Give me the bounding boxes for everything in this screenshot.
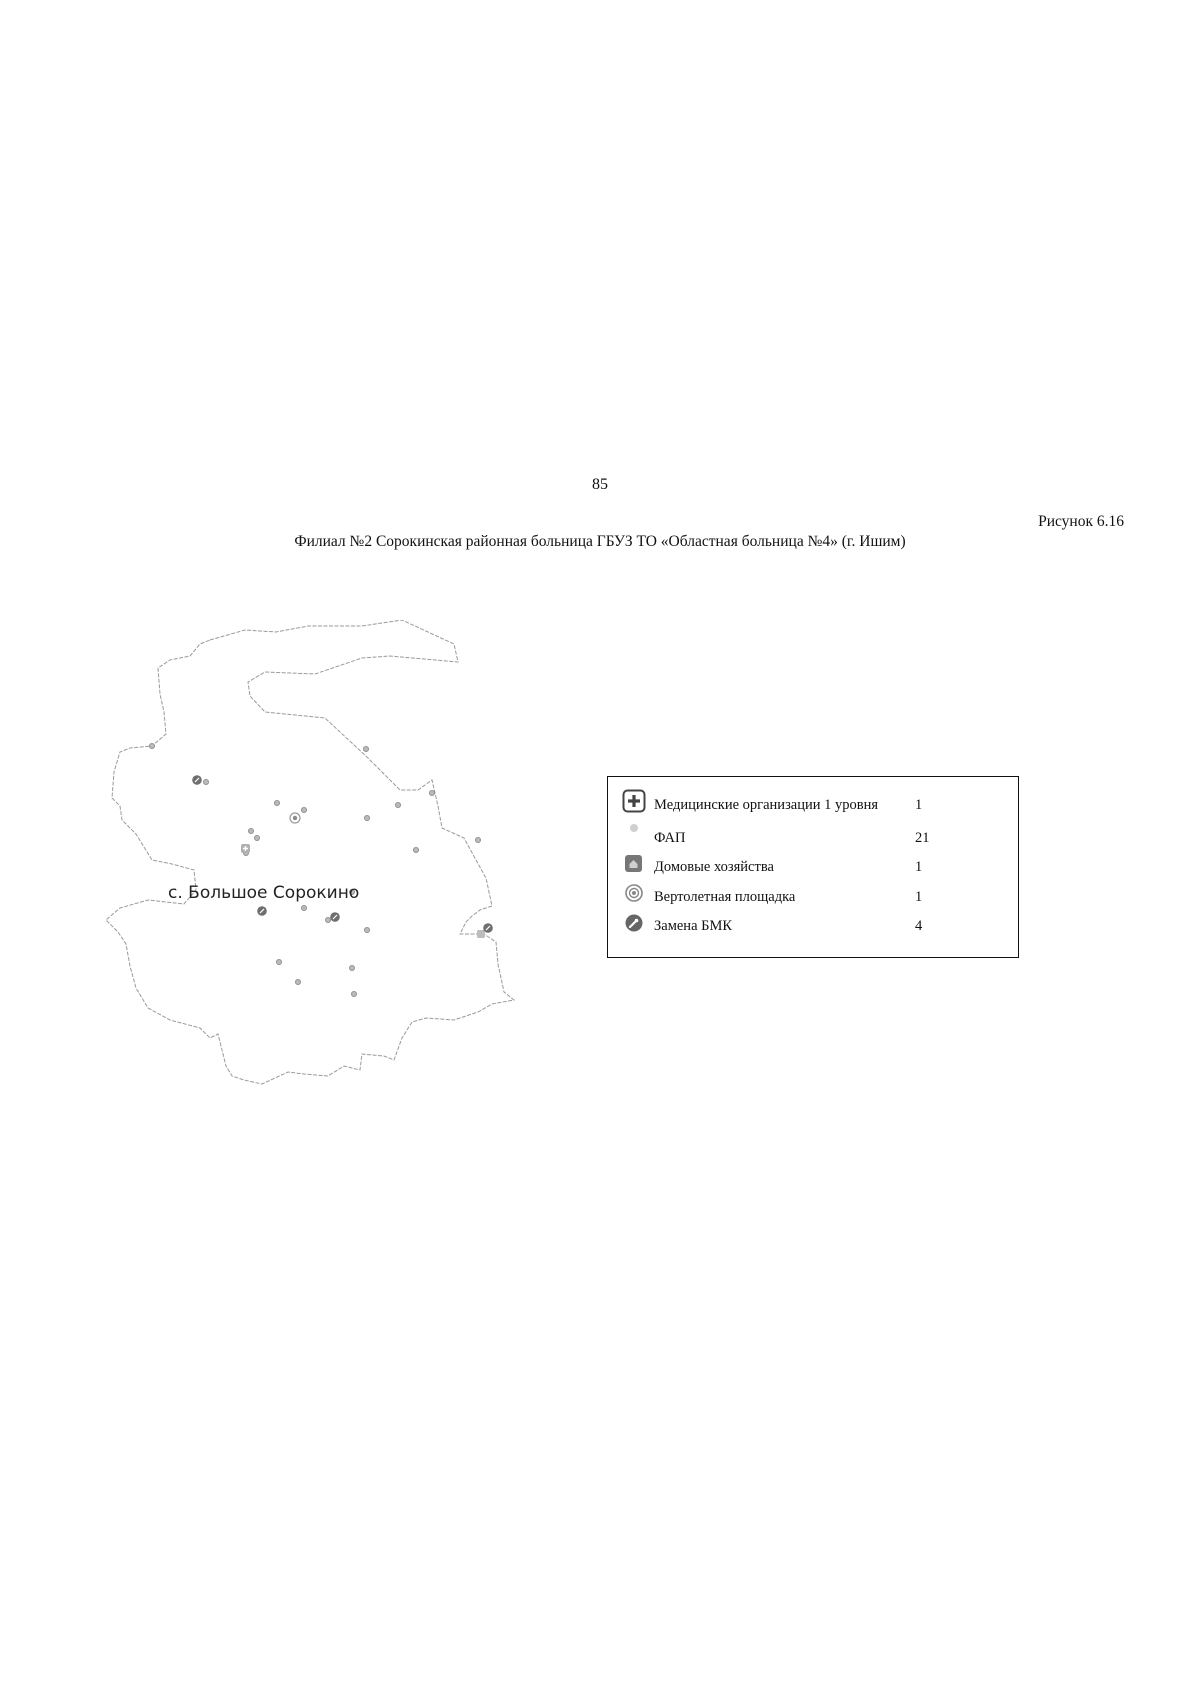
fap-marker xyxy=(413,847,418,852)
legend-count: 1 xyxy=(915,797,923,813)
legend-label: Вертолетная площадка xyxy=(654,889,796,905)
legend-row-household xyxy=(608,853,1018,877)
bmk-marker xyxy=(330,912,340,922)
fap-marker xyxy=(364,815,369,820)
legend-row-helipad xyxy=(608,883,1018,907)
wrench-icon xyxy=(622,913,646,937)
bmk-marker xyxy=(257,906,267,916)
fap-marker xyxy=(364,927,369,932)
legend-label: Медицинские организации 1 уровня xyxy=(654,797,879,813)
household-icon xyxy=(622,853,646,877)
fap-marker xyxy=(295,979,300,984)
legend-row-fap xyxy=(608,821,1018,845)
figure-title: Филиал №2 Сорокинская районная больница ГБУЗ ТО «Областная больница №4» (г. Ишим) xyxy=(294,533,906,550)
fap-marker xyxy=(248,828,253,833)
fap-marker xyxy=(274,800,279,805)
legend-count: 21 xyxy=(915,830,930,846)
legend-label: Замена БМК xyxy=(654,918,733,934)
medical-organization-marker xyxy=(241,844,250,853)
fap-dot-icon xyxy=(622,821,646,845)
legend-count: 1 xyxy=(915,889,923,905)
fap-marker xyxy=(325,917,330,922)
fap-marker xyxy=(203,779,208,784)
fap-marker xyxy=(351,991,356,996)
place-label: с. Большое Сорокино xyxy=(168,883,360,903)
district-boundary xyxy=(106,620,514,1084)
fap-marker xyxy=(254,835,259,840)
bmk-markers xyxy=(192,775,493,933)
figure-number: Рисунок 6.16 xyxy=(1038,513,1124,530)
page-number: 85 xyxy=(592,476,608,493)
bmk-marker xyxy=(192,775,202,785)
fap-marker xyxy=(349,965,354,970)
fap-marker xyxy=(149,743,154,748)
legend-label: ФАП xyxy=(654,830,686,846)
medical-cross-icon xyxy=(622,789,646,813)
fap-marker xyxy=(301,905,306,910)
fap-marker xyxy=(301,807,306,812)
legend-row-medical xyxy=(608,789,1018,813)
helipad-icon xyxy=(622,883,646,907)
household-marker xyxy=(477,930,485,938)
bmk-marker xyxy=(483,923,493,933)
legend-row-bmk xyxy=(608,913,1018,937)
fap-marker xyxy=(276,959,281,964)
district-map xyxy=(100,620,570,1110)
fap-marker xyxy=(395,802,400,807)
fap-marker xyxy=(475,837,480,842)
legend-label: Домовые хозяйства xyxy=(654,859,774,875)
legend-count: 1 xyxy=(915,859,923,875)
fap-marker xyxy=(363,746,368,751)
helipad-marker xyxy=(290,813,300,823)
legend xyxy=(607,776,1019,958)
legend-count: 4 xyxy=(915,918,923,934)
fap-marker xyxy=(429,790,434,795)
